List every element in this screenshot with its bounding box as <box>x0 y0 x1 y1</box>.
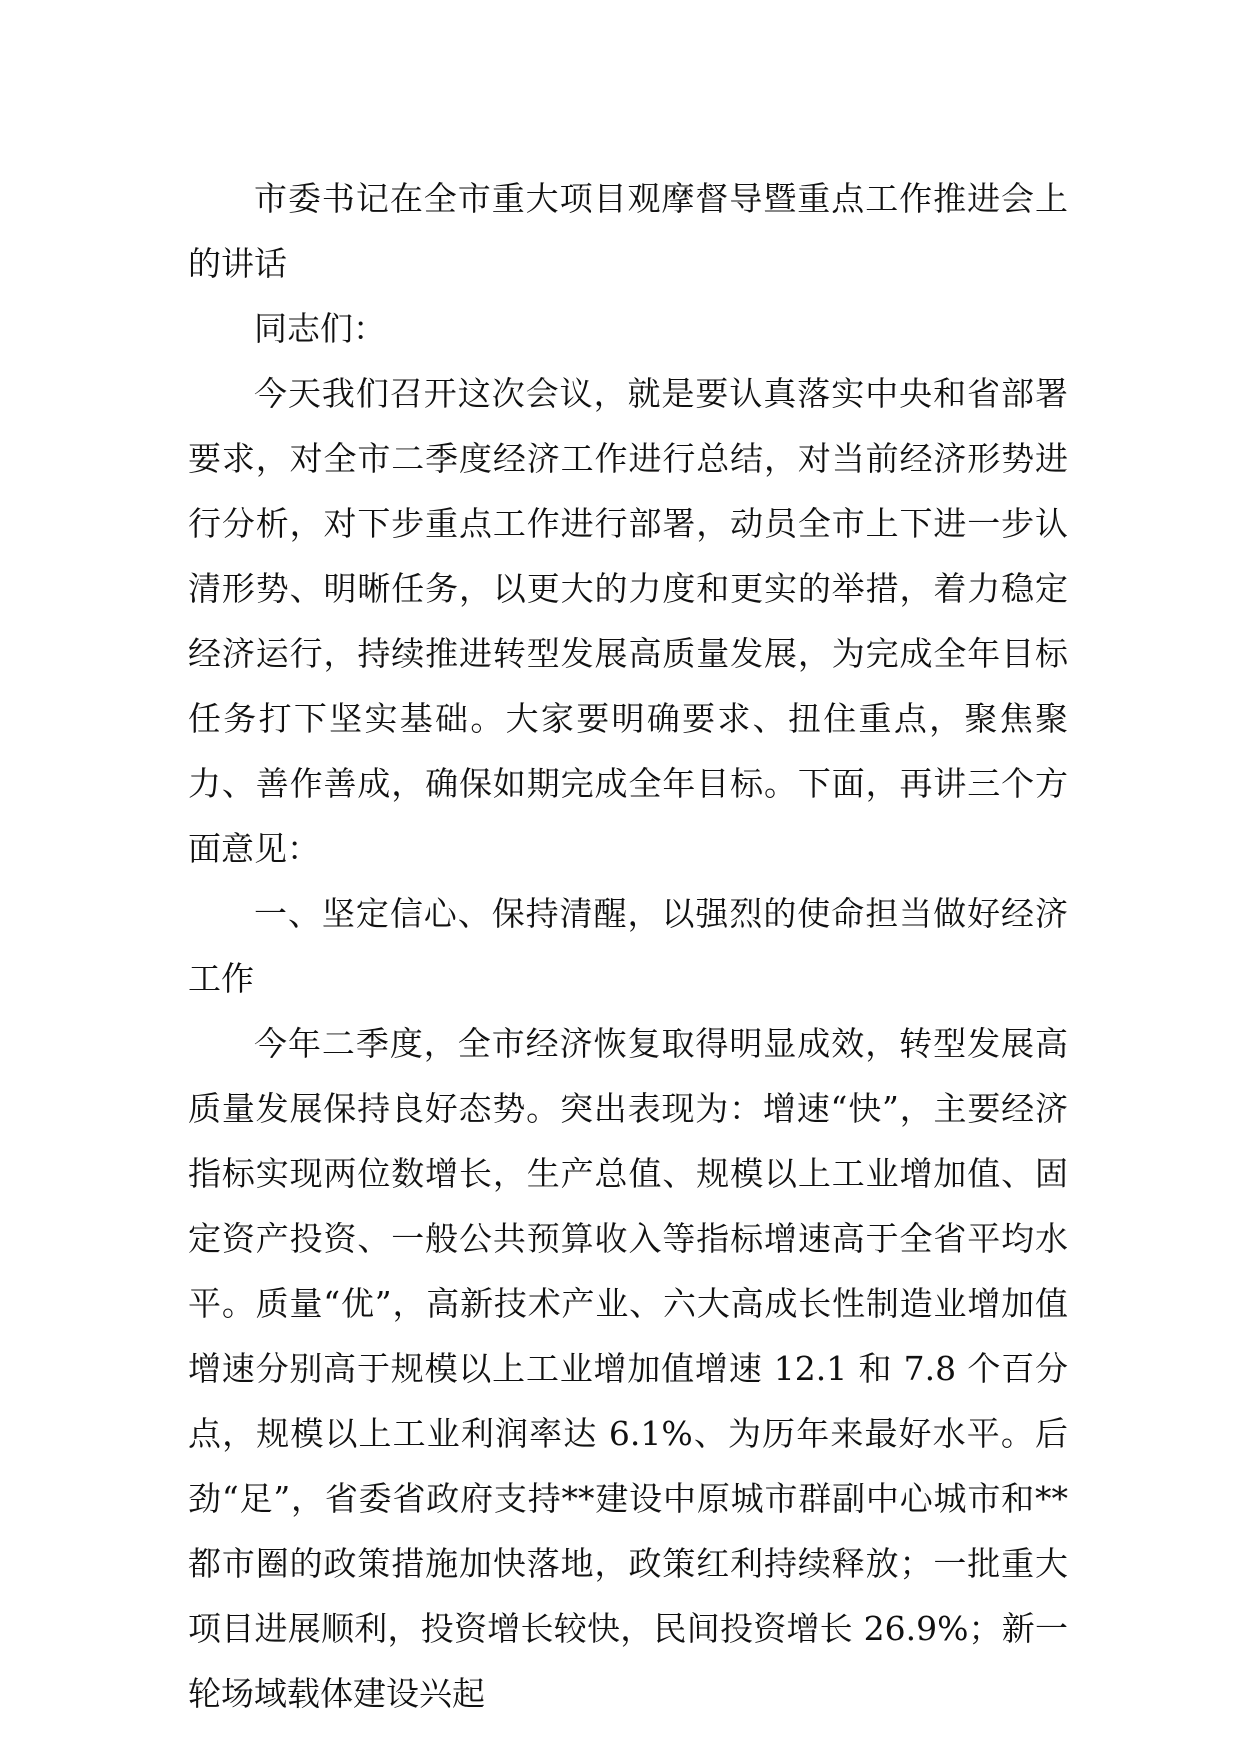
paragraph-intro: 今天我们召开这次会议，就是要认真落实中央和省部署要求，对全市二季度经济工作进行总结，对当前经济形势进行分析，对下步重点工作进行部署，动员全市上下进一步认清形势、明晰任务，以更大的力度和更实的举措，着力稳定经济运行，持续推进转型发展高质量发展，为完成全年目标任务打下坚实基础。大家要明确要求、扭住重点，聚焦聚力、善作善成，确保如期完成全年目标。下面，再讲三个方面意见： <box>188 374 1068 868</box>
salutation: 同志们： <box>254 309 386 348</box>
document-body <box>188 166 1068 1726</box>
paragraph-q2-economy: 今年二季度，全市经济恢复取得明显成效，转型发展高质量发展保持良好态势。突出表现为：增速“快”，主要经济指标实现两位数增长，生产总值、规模以上工业增加值、固定资产投资、一般公共预算收入等指标增速高于全省平均水平。质量“优”，高新技术产业、六大高成长性制造业增加值增速分别高于规模以上工业增加值增速 12.1 和 7.8 个百分点，规模以上工业利润率达 6.1%、为历年来最好水平。后劲“足”，省委省政府支持**建设中原城市群副中心城市和**都市圈的政策措施加快落地，政策红利持续释放；一批重大项目进展顺利，投资增长较快，民间投资增长 26.9%；新一轮场域载体建设兴起 <box>188 1024 1068 1713</box>
section-heading-1: 一、坚定信心、保持清醒，以强烈的使命担当做好经济工作 <box>188 894 1068 998</box>
document-title: 市委书记在全市重大项目观摩督导暨重点工作推进会上的讲话 <box>188 179 1068 283</box>
